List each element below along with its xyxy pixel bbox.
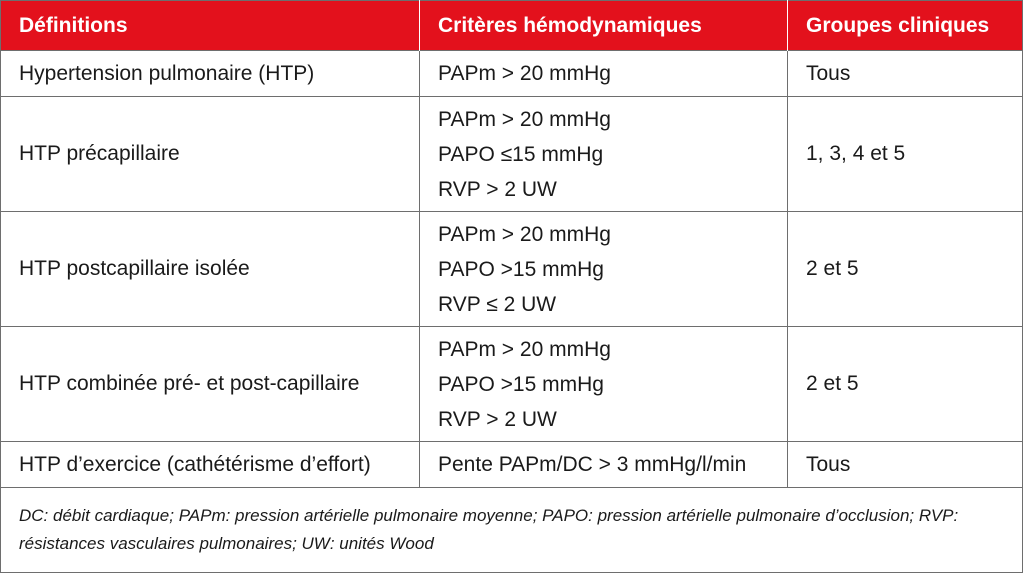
criteria-line: PAPm > 20 mmHg <box>438 107 611 131</box>
criteria-cell <box>420 442 788 488</box>
table-row <box>1 97 1023 212</box>
definition-cell: HTP combinée pré- et post-capillaire <box>1 327 420 442</box>
footnote-row <box>1 488 1023 573</box>
criteria-line: PAPm > 20 mmHg <box>438 62 611 85</box>
table-row <box>1 327 1023 442</box>
criteria-line: Pente PAPm/DC > 3 mmHg/l/min <box>438 453 747 476</box>
table-row <box>1 51 1023 97</box>
header-groups: Groupes cliniques <box>788 1 1023 51</box>
table-row <box>1 442 1023 488</box>
table-row <box>1 212 1023 327</box>
header-row <box>1 1 1023 51</box>
criteria-line: PAPO >15 mmHg <box>438 257 604 281</box>
criteria-line: PAPO ≤15 mmHg <box>438 142 604 166</box>
groups-cell: Tous <box>788 442 1023 488</box>
definition-cell: HTP postcapillaire isolée <box>1 212 420 327</box>
groups-cell: 1, 3, 4 et 5 <box>788 97 1023 212</box>
criteria-cell <box>420 327 788 442</box>
criteria-line: PAPm > 20 mmHg <box>438 337 611 361</box>
criteria-cell <box>420 97 788 212</box>
criteria-line: PAPO >15 mmHg <box>438 372 604 396</box>
header-criteria: Critères hémodynamiques <box>420 1 788 51</box>
groups-cell: 2 et 5 <box>788 327 1023 442</box>
definition-cell: Hypertension pulmonaire (HTP) <box>1 51 420 97</box>
header-definitions: Définitions <box>1 1 420 51</box>
definition-cell: HTP précapillaire <box>1 97 420 212</box>
criteria-line: PAPm > 20 mmHg <box>438 222 611 246</box>
footnote: DC: débit cardiaque; PAPm: pression artérielle pulmonaire moyenne; PAPO: pression artérielle pulmonaire d’occlusion; RVP: résistances vasculaires pulmonaires; UW: unités Wood <box>1 488 1023 573</box>
criteria-line: RVP > 2 UW <box>438 177 557 201</box>
criteria-line: RVP > 2 UW <box>438 407 557 431</box>
definition-cell: HTP d’exercice (cathétérisme d’effort) <box>1 442 420 488</box>
criteria-line: RVP ≤ 2 UW <box>438 292 557 316</box>
groups-cell: 2 et 5 <box>788 212 1023 327</box>
criteria-cell <box>420 212 788 327</box>
criteria-cell <box>420 51 788 97</box>
groups-cell: Tous <box>788 51 1023 97</box>
